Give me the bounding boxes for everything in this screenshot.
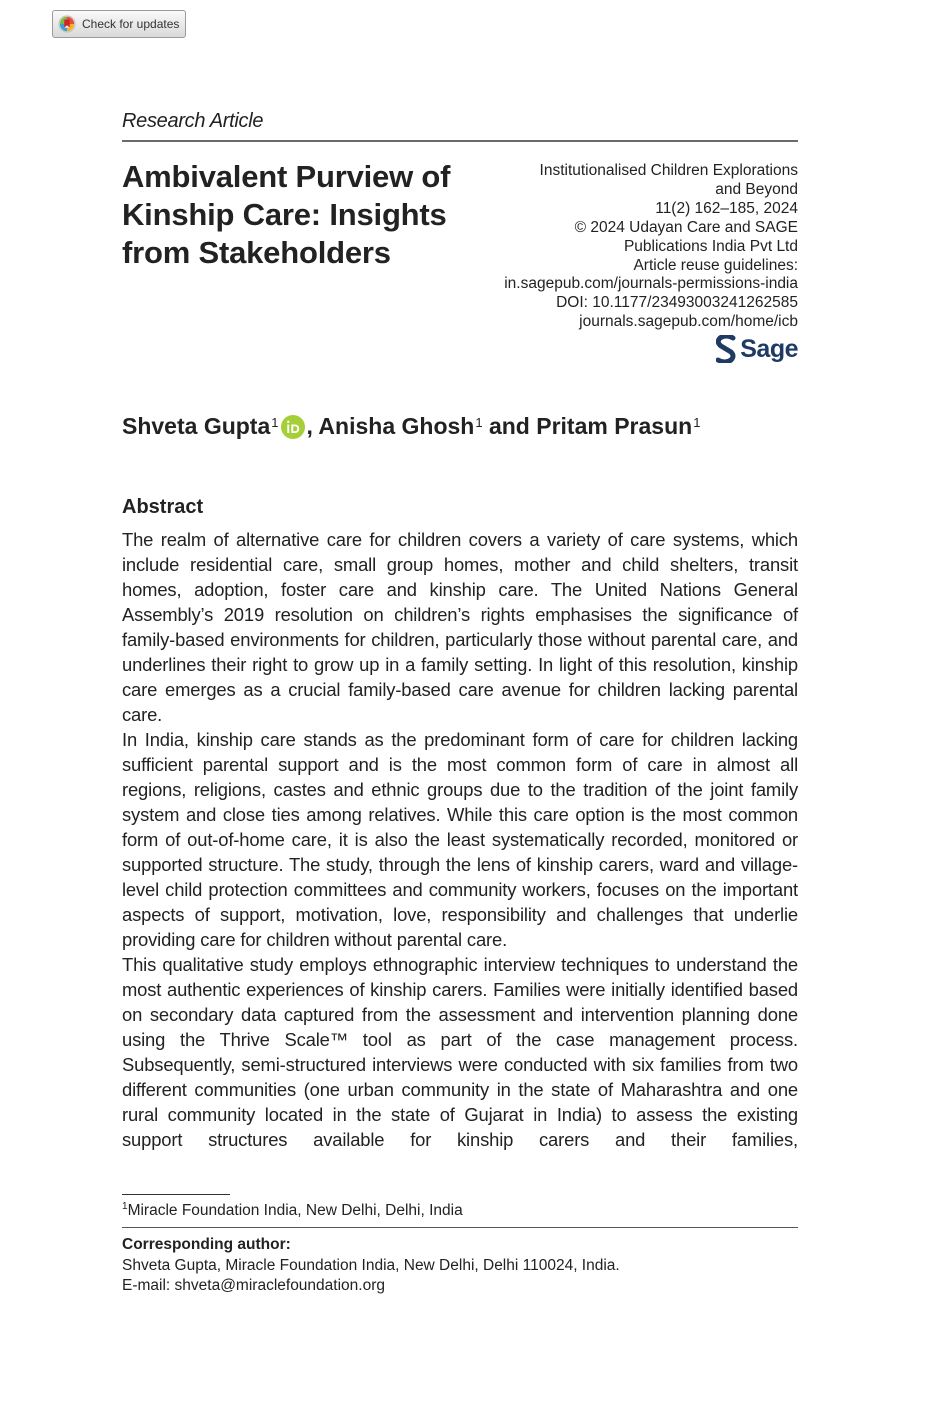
abstract-body bbox=[122, 527, 798, 1152]
journal-meta-line: 11(2) 162–185, 2024 bbox=[655, 199, 798, 217]
corresponding-email[interactable]: E-mail: shveta@miraclefoundation.org bbox=[122, 1277, 385, 1294]
corresponding-author bbox=[122, 1235, 620, 1297]
footnote-divider bbox=[122, 1194, 230, 1195]
sage-logo bbox=[716, 334, 798, 364]
abstract-heading: Abstract bbox=[122, 496, 204, 518]
affiliation-marker: 1 bbox=[271, 415, 279, 430]
check-for-updates-label: Check for updates bbox=[82, 17, 180, 31]
author-name: Shveta Gupta bbox=[122, 413, 271, 439]
sage-wordmark: Sage bbox=[740, 334, 798, 363]
check-for-updates-badge[interactable] bbox=[52, 10, 186, 38]
footer-divider bbox=[122, 1227, 798, 1228]
abstract-paragraph: The realm of alternative care for children covers a variety of care systems, which include residential care, small group homes, mother and child shelters, transit homes, adoption, foster care and kinship care. The United Nations General Assembly’s 2019 resolution on children’s rights emphasises the significance of family-based environments for children, particularly those without parental care, and underlines their right to grow up in a family setting. In light of this resolution, kinship care emerges as a crucial family-based care avenue for children lacking parental care. bbox=[122, 529, 798, 725]
sage-s-icon bbox=[716, 335, 736, 363]
author-name: , Anisha Ghosh bbox=[306, 413, 475, 439]
abstract-paragraph: This qualitative study employs ethnographic interview techniques to understand the most authentic experiences of kinship carers. Families were initially identified based on secondary data captured from the assessment and intervention planning done using the Thrive Scale™ tool as part of the case management process. Subsequently, semi-structured interviews were conducted with six families from two different communities (one urban community in the state of Maharashtra and one rural community located in the state of Gujarat in India) to assess the existing support structures available for kinship carers and their families, bbox=[122, 954, 798, 1150]
article-title: Ambivalent Purview of Kinship Care: Insights from Stakeholders bbox=[122, 159, 451, 270]
journal-meta bbox=[498, 162, 798, 332]
journal-home-link[interactable]: journals.sagepub.com/home/icb bbox=[579, 313, 798, 331]
crossmark-icon bbox=[58, 15, 76, 33]
author-name: and Pritam Prasun bbox=[482, 413, 693, 439]
journal-meta-line: Publications India Pvt Ltd bbox=[623, 237, 798, 255]
author-list bbox=[122, 413, 822, 440]
affiliation-marker: 1 bbox=[475, 415, 483, 430]
orcid-icon[interactable] bbox=[281, 415, 305, 439]
permissions-link[interactable]: in.sagepub.com/journals-permissions-india bbox=[504, 275, 798, 293]
affiliation-footnote-marker: 1 bbox=[122, 1201, 128, 1212]
affiliation-marker: 1 bbox=[693, 415, 701, 430]
affiliation-footnote bbox=[122, 1201, 463, 1220]
corresponding-label: Corresponding author: bbox=[122, 1236, 291, 1253]
abstract-paragraph: In India, kinship care stands as the predominant form of care for children lacking sufficient parental support and is the most common form of care in almost all regions, religions, castes and ethnic groups due to the tradition of the joint family system and close ties among relatives. While this care option is the most common form of out-of-home care, it is also the least systematically recorded, monitored or supported structure. The study, through the lens of kinship carers, ward and village-level child protection committees and community workers, focuses on the important aspects of support, motivation, love, responsibility and challenges that underlie providing care for children without parental care. bbox=[122, 729, 798, 950]
journal-meta-line: Institutionalised Children Explorations bbox=[539, 162, 798, 179]
article-type: Research Article bbox=[122, 110, 264, 132]
header-divider bbox=[122, 140, 798, 142]
corresponding-address: Shveta Gupta, Miracle Foundation India, New Delhi, Delhi 110024, India. bbox=[122, 1256, 620, 1274]
journal-meta-line: Article reuse guidelines: bbox=[633, 256, 798, 274]
doi-link[interactable]: DOI: 10.1177/23493003241262585 bbox=[556, 294, 798, 312]
journal-meta-line: © 2024 Udayan Care and SAGE bbox=[574, 218, 798, 236]
journal-meta-line: and Beyond bbox=[715, 180, 798, 198]
affiliation-text: Miracle Foundation India, New Delhi, Delhi, India bbox=[127, 1202, 463, 1220]
